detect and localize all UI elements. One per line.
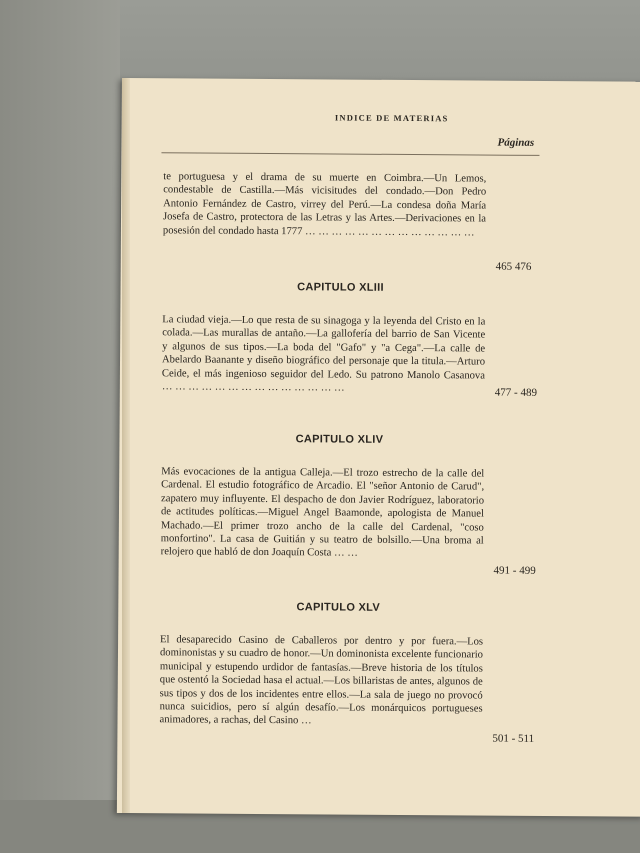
running-head: INDICE DE MATERIAS bbox=[334, 112, 449, 124]
entry-pages: 465 476 bbox=[495, 260, 532, 273]
entry-pages: 501 - 511 bbox=[492, 732, 535, 745]
chapter-heading: CAPITULO XLIII bbox=[297, 281, 384, 294]
entry-text: te portuguesa y el drama de su muerte en Coimbra.—Un Lemos, condestable de Castilla.—Más vicisitudes del condado.—Don Pedro Antonio Fernández de Castro, virrey del Perú.—La condesa doña María Josefa de Castro, protectora de las Letras y las Artes.—Derivaciones en la posesión del condado hasta 1777 … … … … … … … … … … … … … bbox=[162, 171, 487, 239]
page-edge bbox=[122, 78, 130, 813]
background-left bbox=[0, 0, 120, 853]
entry-text: La ciudad vieja.—Lo que resta de su sinagoga y la leyenda del Cristo en la colada.—Las murallas de antaño.—La gallofería del barrio de San Vicente y algunos de sus tipos.—La boda del "Gafo" y "a Cega".—La calle de Abelardo Baanante y diseño biográfico del personaje que la titula.—Arturo Ceide, el más ingenioso seguidor del Ledo. Su patrono Manolo Casanova … … … … … … … … … … … … … … bbox=[161, 314, 486, 394]
entry-text: Más evocaciones de la antigua Calleja.—El trozo estrecho de la calle del Cardenal. El estudio fotográfico de Arcadio. El "señor Antonio de Carud", zapatero muy influyente. El despacho de don Javier Rodríguez, laboratorio de actitudes políticas.—Miguel Angel Baamonde, apologista de Manuel Machado.—El primer trozo ancho de la calle del Cardenal, "coso monfortino". La casa de Guitián y su teatro de bolsillo.—Una broma al relojero que habló de don Joaquín Costa … … bbox=[160, 466, 485, 560]
entry-text: El desaparecido Casino de Caballeros por dentro y por fuera.—Los dominonistas y su cuadro de honor.—Un dominonista excelente funcionario municipal y estupendo urdidor de fantasías.—Breve historia de los títulos que ostentó la Sociedad hasa el actual.—Los billaristas de antes, algunos de sus tipos y dos de los incidentes entre ellos.—La sala de juego no provocó nunca suicidios, pero sí algún desafío.—Los monárquicos portugueses animadores, a rachas, del Casino … bbox=[159, 634, 484, 727]
chapter-heading: CAPITULO XLV bbox=[296, 601, 381, 614]
chapter-heading: CAPITULO XLIV bbox=[295, 433, 384, 446]
book-page bbox=[117, 78, 640, 817]
entry-pages: 491 - 499 bbox=[493, 564, 536, 577]
paginas-label: Páginas bbox=[497, 136, 535, 149]
header-rule bbox=[161, 152, 539, 156]
entry-pages: 477 - 489 bbox=[494, 386, 538, 399]
